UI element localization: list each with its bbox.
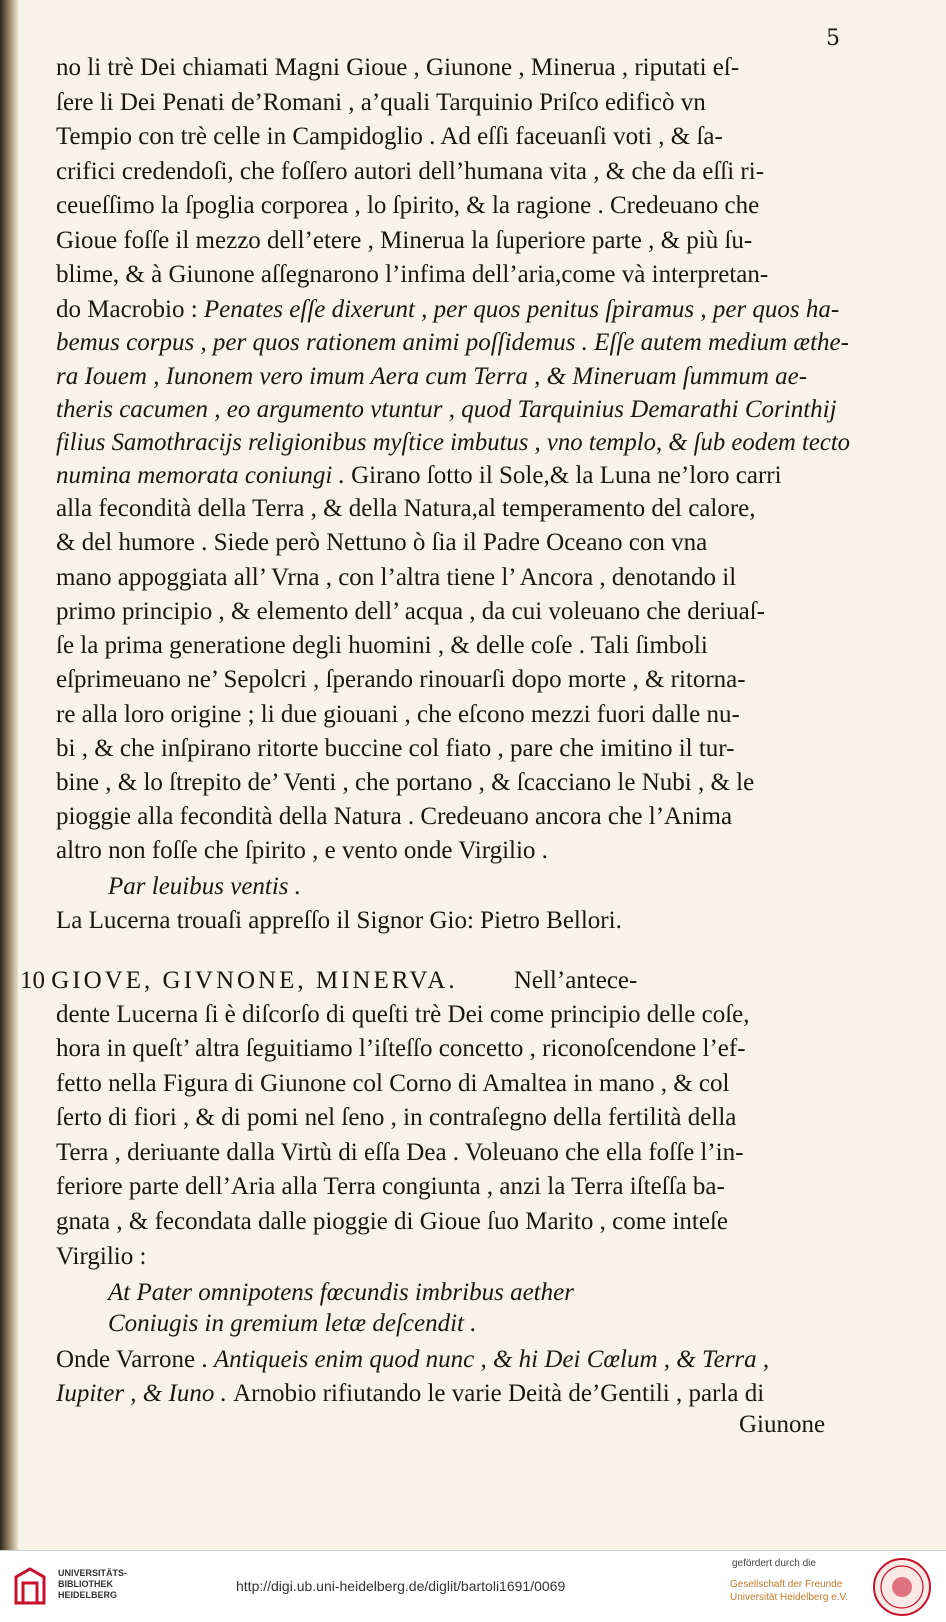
text-span: altro non foſſe che ſpirito , e vento onde Virgilio . <box>56 837 548 864</box>
text-line <box>56 802 946 832</box>
text-line <box>56 494 946 524</box>
text-line <box>56 88 946 118</box>
italic-span: bemus corpus , per quos rationem animi poſſidemus . Eſſe autem medium æthe- <box>56 329 849 356</box>
text-span: mano appoggiata all’ Vrna , con l’altra tiene l’ Ancora , denotando il <box>56 564 737 591</box>
text-line <box>56 597 946 627</box>
library-name-line-3: HEIDELBERG <box>58 1590 118 1600</box>
permalink-url[interactable]: http://digi.ub.uni-heidelberg.de/diglit/bartoli1691/0069 <box>236 1578 566 1594</box>
text-span: crifici credendoſi, che foſſero autori dell’humana vita , & che da eſſi ri- <box>56 158 765 185</box>
text-span: bi , & che inſpirano ritorte buccine col fiato , pare che imitino il tur- <box>56 735 735 762</box>
text-span: gnata , & fecondata dalle pioggie di Gioue ſuo Marito , come inteſe <box>56 1208 729 1235</box>
sponsor-name <box>730 1578 850 1604</box>
text-line <box>56 563 946 593</box>
text-span: La Lucerna trouaſi appreſſo il Signor Gio: Pietro Bellori. <box>56 907 622 934</box>
text-span: pioggie alla fecondità della Natura . Credeuano ancora che l’Anima <box>56 803 733 830</box>
text-span: ſe la prima generatione degli huomini , & delle coſe . Tali ſimboli <box>56 632 708 659</box>
italic-span: theris cacumen , eo argumento vtuntur , quod Tarquinius Demarathi Corinthij <box>56 396 837 423</box>
text-line <box>56 53 946 83</box>
text-span: primo principio , & elemento dell’ acqua , da cui voleuano che deriuaſ- <box>56 598 765 625</box>
italic-span: numina memorata coniungi . <box>56 462 352 489</box>
page-gutter-shadow <box>0 0 18 1550</box>
text-line <box>56 226 946 256</box>
text-span: do Macrobio : <box>56 296 204 323</box>
library-name-line-2: BIBLIOTHEK <box>58 1579 113 1589</box>
text-span: ſerto di fiori , & di pomi nel ſeno , in contraſegno della fertilità della <box>56 1104 737 1131</box>
text-span: 10 <box>20 967 52 994</box>
text-line <box>56 260 946 290</box>
text-line <box>108 872 946 902</box>
text-line <box>56 836 946 866</box>
text-line <box>739 1410 946 1440</box>
text-line <box>56 1138 946 1168</box>
text-line <box>56 528 946 558</box>
text-span: ceueſſimo la ſpoglia corporea , lo ſpirito, & la ragione . Credeuano che <box>56 192 760 219</box>
text-span: alla fecondità della Terra , & della Natura,al temperamento del calore, <box>56 495 756 522</box>
text-span: dente Lucerna ſi è diſcorſo di queſti trè Dei come principio delle coſe, <box>56 1001 750 1028</box>
text-line <box>56 1172 946 1202</box>
text-line <box>56 395 946 425</box>
sponsor-label: gefördert durch die <box>732 1558 816 1569</box>
text-span: Onde Varrone . <box>56 1346 214 1373</box>
text-span: Tempio con trè celle in Campidoglio . Ad eſſi faceuanſi voti , & ſa- <box>56 123 723 150</box>
text-span: Girano ſotto il Sole,& la Luna ne’loro carri <box>351 462 782 489</box>
text-line <box>56 665 946 695</box>
text-span: hora in queſt’ altra ſeguitiamo l’iſteſſo concetto , riconoſcendone l’ef- <box>56 1035 746 1062</box>
text-line <box>56 1345 946 1375</box>
page-number: 5 <box>826 26 840 51</box>
text-line <box>56 295 946 325</box>
text-line <box>56 734 946 764</box>
text-line <box>56 631 946 661</box>
university-seal-icon <box>872 1557 932 1617</box>
text-span: fetto nella Figura di Giunone col Corno di Amaltea in mano , & col <box>56 1070 730 1097</box>
italic-span: At Pater omnipotens fœcundis imbribus aether <box>108 1279 574 1306</box>
university-library-logo-icon <box>10 1563 50 1611</box>
text-span: Arnobio rifiutando le varie Deità de’Gentili , parla di <box>233 1380 765 1407</box>
text-line <box>56 1379 946 1409</box>
library-name-line-1: UNIVERSITÄTS- <box>58 1568 128 1578</box>
text-span: eſprimeuano ne’ Sepolcri , ſperando rinouarſi dopo morte , & ritorna- <box>56 666 746 693</box>
text-line <box>56 1000 946 1030</box>
text-span: Giunone <box>739 1411 826 1438</box>
text-line <box>56 1103 946 1133</box>
section-heading: GIOVE, GIVNONE, MINERVA. <box>51 967 458 994</box>
italic-span: Penates eſſe dixerunt , per quos penitus ſpiramus , per quos ha- <box>203 296 840 323</box>
italic-span: Par leuibus ventis . <box>108 873 302 900</box>
text-line <box>56 768 946 798</box>
text-line <box>56 1034 946 1064</box>
text-line <box>108 1278 946 1308</box>
text-line <box>56 906 946 936</box>
text-span: bine , & lo ſtrepito de’ Venti , che portano , & ſcacciano le Nubi , & le <box>56 769 755 796</box>
text-line <box>56 362 946 392</box>
italic-span: ra Iouem , Iunonem vero imum Aera cum Terra , & Mineruam ſummum ae- <box>56 363 808 390</box>
text-line <box>56 191 946 221</box>
library-footer <box>0 1550 946 1622</box>
text-line <box>20 966 946 996</box>
text-span: ſere li Dei Penati de’Romani , a’quali Tarquinio Priſco edificò vn <box>56 89 706 116</box>
text-span: re alla loro origine ; li due giouani , che eſcono mezzi fuori dalle nu- <box>56 701 740 728</box>
italic-span: Coniugis in gremium letæ deſcendit . <box>108 1310 477 1337</box>
italic-span: Iupiter , & Iuno . <box>56 1380 234 1407</box>
text-line <box>56 428 946 458</box>
sponsor-name-line-2: Universität Heidelberg e.V. <box>730 1592 849 1603</box>
library-name <box>58 1568 178 1601</box>
text-line <box>56 328 946 358</box>
sponsor-name-line-1: Gesellschaft der Freunde <box>730 1579 843 1590</box>
text-span: feriore parte dell’Aria alla Terra congiunta , anzi la Terra iſteſſa ba- <box>56 1173 725 1200</box>
text-line <box>56 700 946 730</box>
text-span: Nell’antece- <box>457 967 638 994</box>
italic-span: filius Samothracijs religionibus myſtice imbutus , vno templo, & ſub eodem tecto <box>56 429 851 456</box>
text-line <box>56 1207 946 1237</box>
text-line <box>56 122 946 152</box>
text-line <box>56 157 946 187</box>
text-span: Terra , deriuante dalla Virtù di eſſa Dea . Voleuano che ella foſſe l’in- <box>56 1139 744 1166</box>
text-span: blime, & à Giunone aſſegnarono l’infima dell’aria,come và interpretan- <box>56 261 769 288</box>
text-span: & del humore . Siede però Nettuno ò ſia il Padre Oceano con vna <box>56 529 708 556</box>
text-line <box>108 1309 946 1339</box>
text-line <box>56 1069 946 1099</box>
text-span: Gioue foſſe il mezzo dell’etere , Minerua la ſuperiore parte , & più ſu- <box>56 227 753 254</box>
text-line <box>56 1242 946 1272</box>
text-line <box>56 461 946 491</box>
italic-span: Antiqueis enim quod nunc , & hi Dei Cœlum , & Terra , <box>213 1346 770 1373</box>
text-span: Virgilio : <box>56 1243 147 1270</box>
text-span: no li trè Dei chiamati Magni Gioue , Giunone , Minerua , riputati eſ- <box>56 54 740 81</box>
